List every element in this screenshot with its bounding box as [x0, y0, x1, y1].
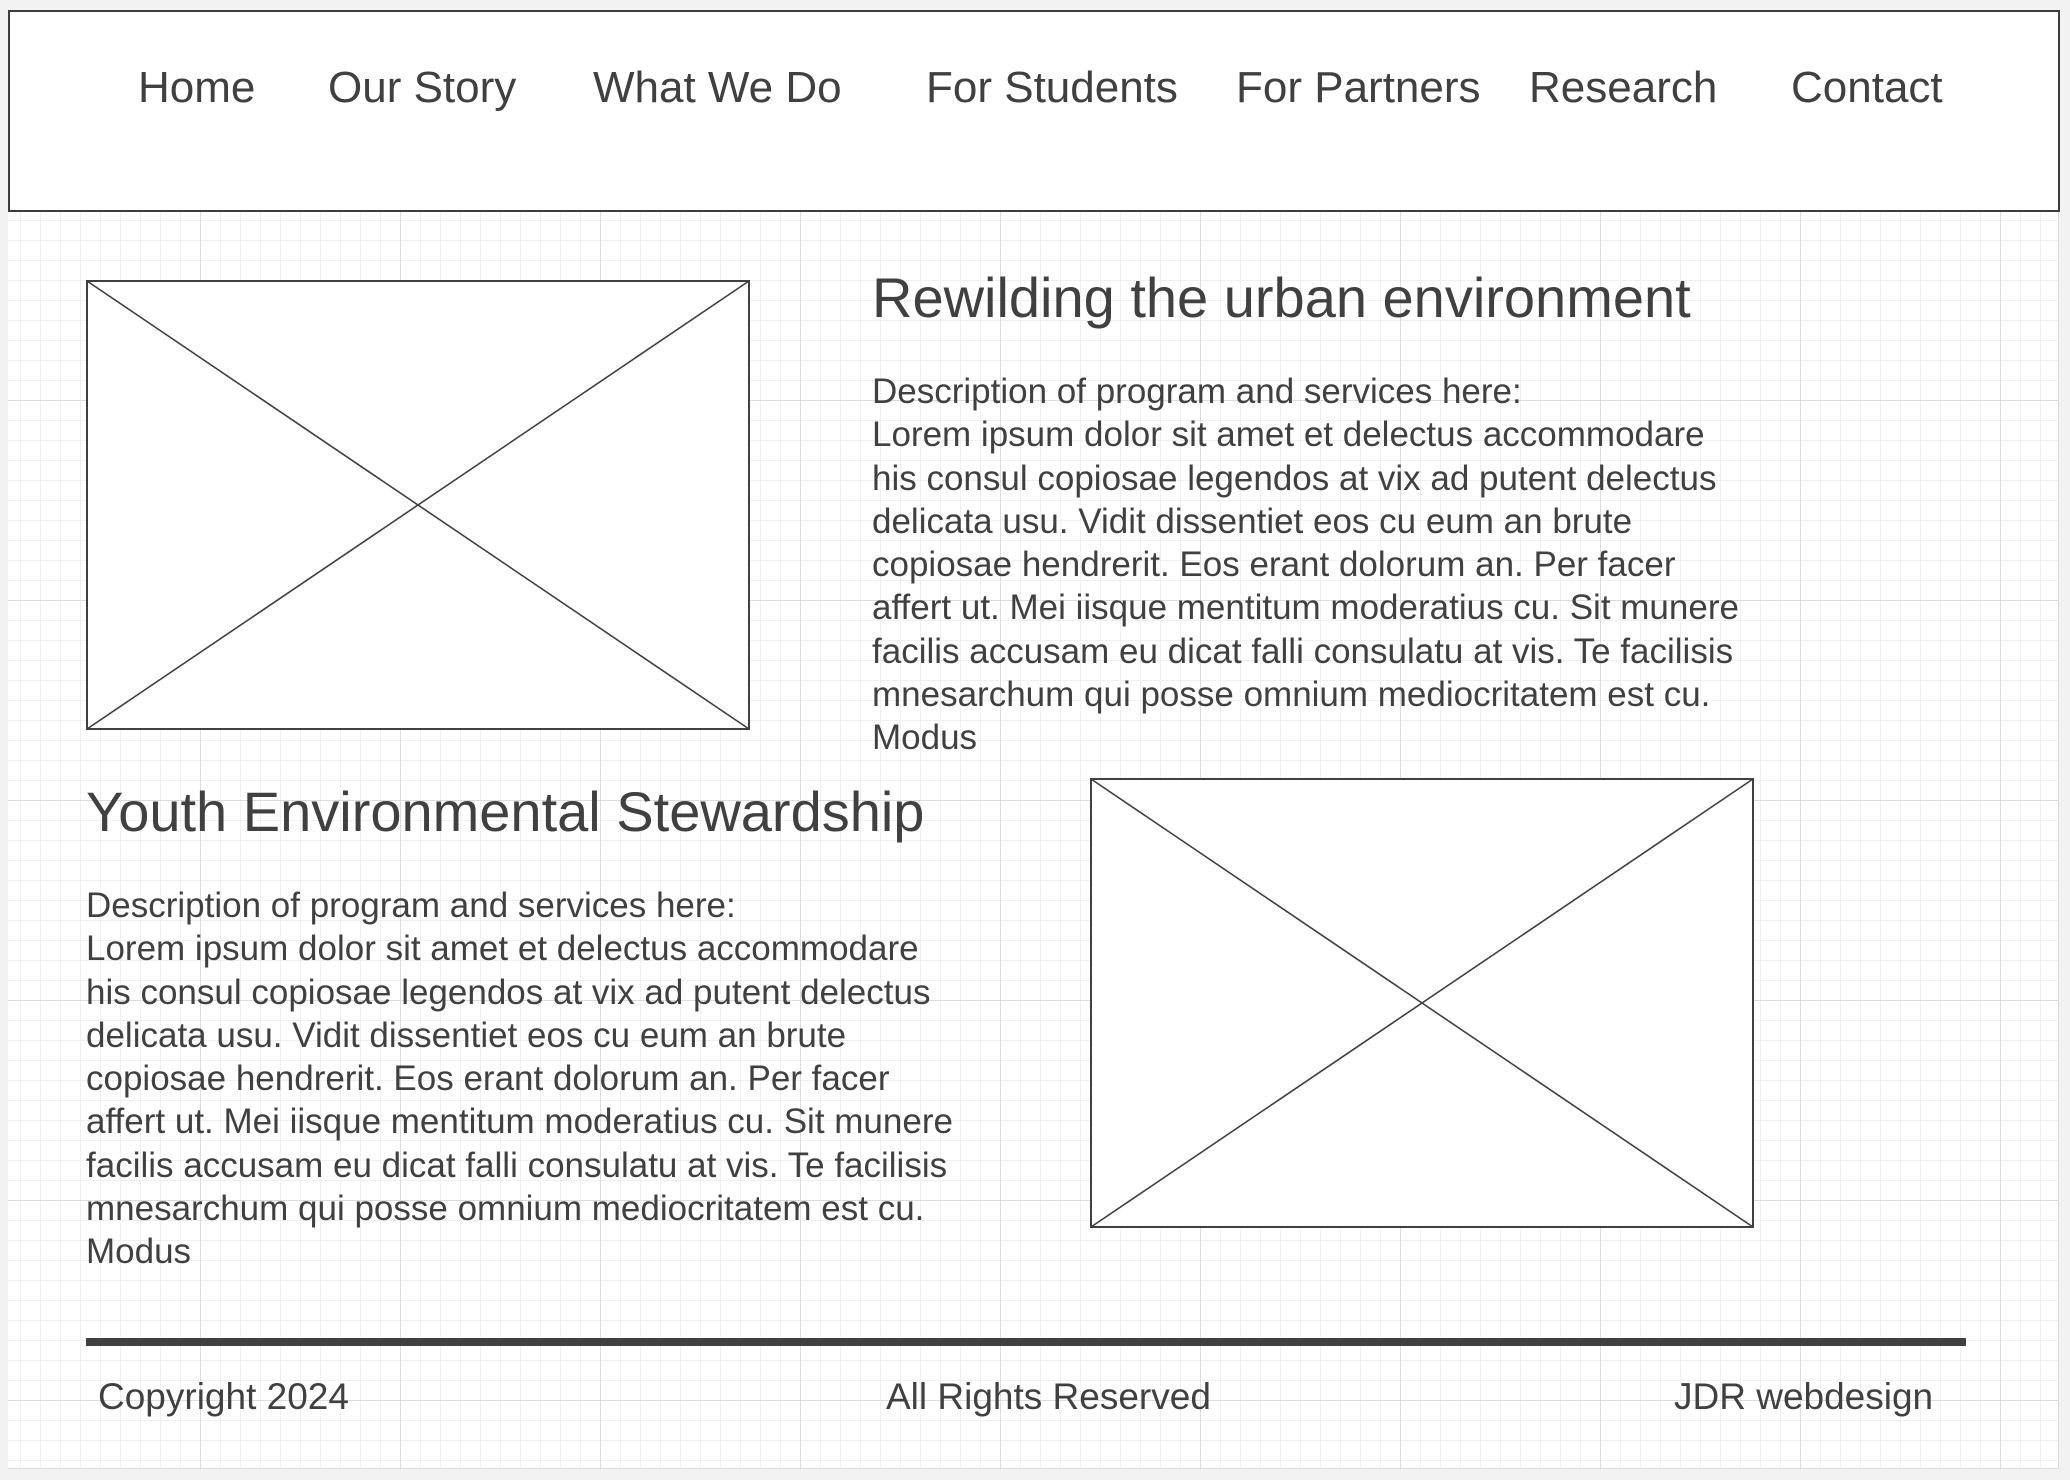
body-line: Modus [86, 1232, 192, 1272]
body-line: affert ut. Mei iisque mentitum moderatius cu. Sit munere [86, 1102, 953, 1142]
nav-item-our-story[interactable]: Our Story [328, 63, 517, 112]
body-line: affert ut. Mei iisque mentitum moderatius cu. Sit munere [872, 588, 1739, 628]
footer-rights: All Rights Reserved [886, 1376, 1211, 1417]
footer-divider [86, 1338, 1966, 1346]
nav-item-what-we-do[interactable]: What We Do [593, 63, 842, 112]
body-line: copiosae hendrerit. Eos erant dolorum an. Per facer [86, 1059, 890, 1099]
main-nav [8, 10, 2060, 212]
image-placeholder-rewilding [86, 280, 750, 730]
body-line: his consul copiosae legendos at vix ad putent delectus [86, 972, 931, 1012]
section-intro: Description of program and services here: [872, 372, 1522, 411]
section-title-stewardship: Youth Environmental Stewardship [86, 780, 925, 843]
nav-item-research[interactable]: Research [1529, 63, 1718, 112]
body-line: copiosae hendrerit. Eos erant dolorum an. Per facer [872, 545, 1676, 585]
body-line: his consul copiosae legendos at vix ad putent delectus [872, 458, 1717, 498]
section-title-rewilding: Rewilding the urban environment [872, 266, 1691, 329]
body-line: delicata usu. Vidit dissentiet eos cu eum an brute [872, 501, 1633, 541]
nav-item-home[interactable]: Home [138, 63, 256, 112]
footer-credit: JDR webdesign [1674, 1376, 1934, 1417]
image-placeholder-stewardship [1090, 778, 1754, 1228]
body-line: mnesarchum qui posse omnium mediocritatem est cu. [86, 1189, 925, 1229]
section-intro: Description of program and services here: [86, 886, 736, 925]
nav-item-for-partners[interactable]: For Partners [1236, 63, 1481, 112]
image-placeholder-icon [1090, 778, 1754, 1228]
section-body-rewilding [872, 370, 1739, 760]
body-line: facilis accusam eu dicat falli consulatu at vis. Te facilisis [86, 1145, 948, 1185]
image-placeholder-icon [86, 280, 750, 730]
body-line: delicata usu. Vidit dissentiet eos cu eum an brute [86, 1015, 847, 1055]
body-line: Modus [872, 718, 978, 758]
nav-item-contact[interactable]: Contact [1791, 63, 1943, 112]
nav-item-for-students[interactable]: For Students [926, 63, 1178, 112]
body-line: mnesarchum qui posse omnium mediocritatem est cu. [872, 675, 1711, 715]
footer-copyright: Copyright 2024 [98, 1376, 349, 1417]
body-line: Lorem ipsum dolor sit amet et delectus accommodare [872, 415, 1705, 455]
body-line: Lorem ipsum dolor sit amet et delectus accommodare [86, 929, 919, 969]
section-body-stewardship [86, 884, 953, 1274]
body-line: facilis accusam eu dicat falli consulatu at vis. Te facilisis [872, 631, 1734, 671]
